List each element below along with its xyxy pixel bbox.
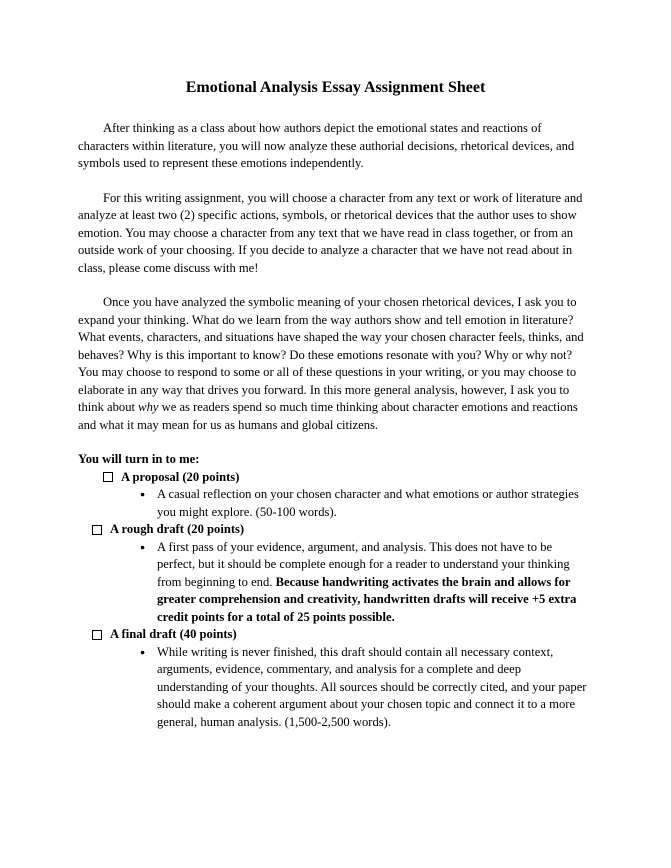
checkbox-icon [103,472,113,482]
paragraph-text-before-italic: Once you have analyzed the symbolic meaning of your chosen rhetorical devices, I ask you to expand your thinking. What do we learn from the way authors show and tell emotion in literature? What events, characters, and situations have shaped the way your chosen character feels, thinks, and behaves? Why is this important to know? Do these emotions resonate with you? Why or why not? You may choose to respond to some or all of these questions in your writing, or you may choose to elaborate in any way that drives you forward. In this more general analysis, however, I ask you to think about [78,295,584,414]
final-draft-bullet [140,644,593,732]
bullet-text-regular: A first pass of your evidence, argument, and analysis. This does not have to be perfect, but it should be complete enough for a reader to understand your thinking from beginning to end. [157,539,570,589]
turn-in-heading: You will turn in to me: [78,452,200,466]
assignment-paragraph: For this writing assignment, you will choose a character from any text or work of literature and analyze at least two (2) specific actions, symbols, or rhetorical devices that the author uses to show emotion. You may choose a character from any text that we have read in class together, or from an outside work of your choosing. If you decide to analyze a character that we have not read about in class, please come discuss with me! [78,190,583,275]
bullet-icon: ● [140,489,146,499]
checklist-item-label: A proposal (20 points) [121,469,240,484]
bullet-icon: ● [140,541,146,552]
rough-draft-bullet [140,539,593,627]
italic-word: why [138,400,159,414]
paragraph-text-after-italic: we as readers spend so much time thinking about character emotions and reactions and what it may mean for us as humans and global citizens. [78,400,578,432]
checklist-item-rough-draft [92,521,593,539]
checklist-item-label: A rough draft (20 points) [110,522,245,536]
document-title: Emotional Analysis Essay Assignment Sheet [185,79,486,96]
checkbox-icon [92,630,102,640]
intro-paragraph: After thinking as a class about how authors depict the emotional states and reactions of characters within literature, you will now analyze these authorial decisions, rhetorical devices, and symbols used to represent these emotions independently. [78,121,575,170]
checkbox-icon [92,525,102,535]
bullet-icon: ● [140,646,146,657]
bullet-text: A casual reflection on your chosen character and what emotions or author strategies you might explore. (50-100 words). [157,487,579,519]
bullet-text [157,539,593,627]
checklist-item-final-draft [92,626,593,644]
checklist-item-proposal [103,469,593,487]
bullet-text: While writing is never finished, this draft should contain all necessary context, arguments, evidence, commentary, and analysis for a complete and deep understanding of your thoughts. All sources should be correctly cited, and your paper should make a coherent argument about your chosen topic and connect it to a more general, human analysis. (1,500-2,500 words). [157,644,587,729]
bullet-text-bold: Because handwriting activates the brain and allows for greater comprehension and creativity, handwritten drafts will receive +5 extra credit points for a total of 25 points possible. [157,574,577,624]
expand-thinking-paragraph [78,294,593,434]
checklist-item-label: A final draft (40 points) [110,627,237,641]
proposal-bullet [140,486,593,521]
